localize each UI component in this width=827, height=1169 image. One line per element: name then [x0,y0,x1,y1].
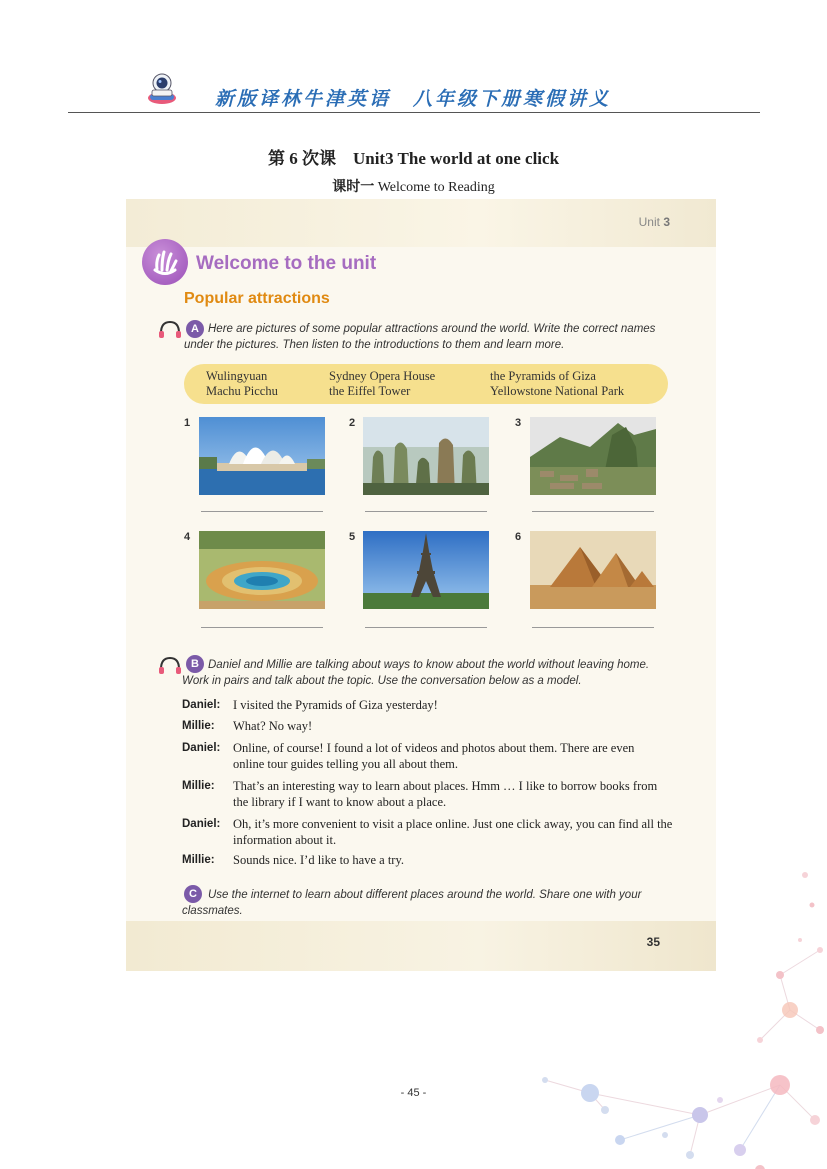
page-bottom-band [126,921,716,971]
unit-tag [639,215,670,229]
popular-title: Popular attractions [184,290,330,307]
header-title: 新版译林牛津英语 八年级下册寒假讲义 [215,88,612,110]
opera-house-photo [199,417,325,495]
tower-photo [363,531,489,609]
hot-spring-photo [199,531,325,609]
answer-line [532,511,654,512]
unit-tag-number: 3 [663,215,670,229]
word-box-item: Wulingyuan [206,369,268,383]
mountain-ruins-photo [530,417,656,495]
word-box-item: Yellowstone National Park [490,384,625,398]
mountain-pillars-photo [363,417,489,495]
dialogue-speaker: Daniel: [182,818,221,830]
section-a-badge: A [186,320,204,338]
picture-number: 6 [515,531,522,543]
section-a-instruction: Here are pictures of some popular attractions around the world. Write the correct names under the pictures. Then listen to the introductions to them and learn more. [184,323,656,351]
picture-number: 4 [184,531,191,543]
dialogue-speaker: Millie: [182,854,215,866]
textbook-page-number: 35 [646,935,660,949]
textbook-page-scan [126,199,716,971]
picture-number: 3 [515,417,522,429]
picture-number: 1 [184,417,191,429]
section-b-badge: B [186,655,204,673]
dialogue-speaker: Daniel: [182,742,221,754]
answer-line [201,627,323,628]
page-top-band [126,199,716,247]
dialogue-text: I visited the Pyramids of Giza yesterday! [233,698,438,712]
astronaut-mascot-icon [144,70,180,106]
section-c-badge: C [184,885,202,903]
dialogue-text: What? No way! [233,719,313,733]
lesson-title: 第 6 次课 Unit3 The world at one click [267,149,560,168]
word-box-item: the Pyramids of Giza [490,369,596,383]
answer-line [365,627,487,628]
dialogue-text: That’s an interesting way to learn about places. Hmm … I like to borrow books from the library if I want to know about a place. [233,779,658,809]
lesson-sub-text: Welcome to Reading [374,180,495,195]
pyramids-photo [530,531,656,609]
footer-page-number: - 45 - [400,1087,427,1099]
dialogue-speaker: Millie: [182,720,215,732]
header-rule [68,112,760,113]
dialogue-text: Sounds nice. I’d like to have a try. [233,853,405,867]
answer-line [201,511,323,512]
section-c-instruction: Use the internet to learn about different places around the world. Share one with your classmates. [182,889,642,917]
welcome-hand-icon [142,239,188,285]
unit-tag-prefix: Unit [638,215,664,229]
answer-line [532,627,654,628]
section-b-instruction: Daniel and Millie are talking about ways to know about the world without leaving home. Work in pairs and talk about the topic. Use the conversation below as a model. [182,659,650,687]
dialogue-speaker: Millie: [182,780,215,792]
dialogue-text: Online, of course! I found a lot of videos and photos about them. There are even online tour guides telling you all about them. [233,741,635,771]
welcome-title: Welcome to the unit [196,253,377,274]
picture-number: 5 [349,531,356,543]
headphones-icon [158,655,182,675]
lesson-sub-prefix: 课时一 [332,180,375,195]
lesson-subtitle [0,176,827,196]
word-box-item: Sydney Opera House [329,369,436,383]
dialogue-speaker: Daniel: [182,699,221,711]
headphones-icon [158,319,182,339]
word-box [184,364,668,404]
word-box-item: the Eiffel Tower [329,384,411,398]
answer-line [365,511,487,512]
dialogue-text: Oh, it’s more convenient to visit a place online. Just one click away, you can find all the information about it. [233,817,673,847]
picture-number: 2 [349,417,356,429]
word-box-item: Machu Picchu [206,384,278,398]
